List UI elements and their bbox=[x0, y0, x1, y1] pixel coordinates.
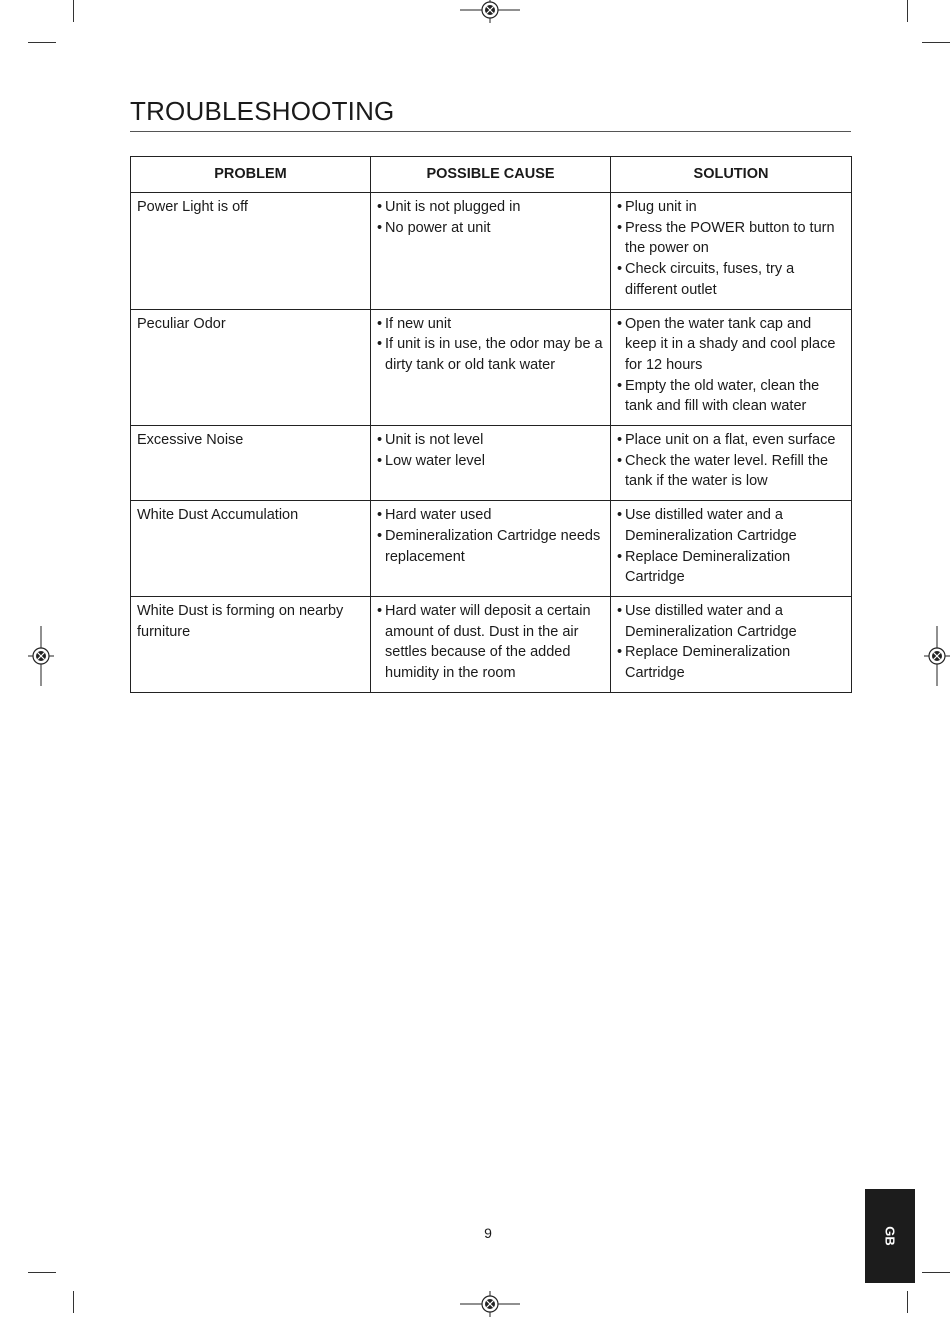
solution-item: • Replace Demineralization Cartridge bbox=[617, 642, 845, 683]
cause-item: • Unit is not level bbox=[377, 430, 604, 451]
cause-item: • Hard water will deposit a certain amount of dust. Dust in the air settles because of the added humidity in the room bbox=[377, 601, 604, 684]
solution-item: • Empty the old water, clean the tank and fill with clean water bbox=[617, 376, 845, 417]
cause-item: • Demineralization Cartridge needs replacement bbox=[377, 526, 604, 567]
problem-cell: White Dust is forming on nearby furniture bbox=[131, 596, 371, 692]
solution-item: • Use distilled water and a Demineralization Cartridge bbox=[617, 601, 845, 642]
cause-cell bbox=[371, 309, 611, 426]
language-tab bbox=[865, 1189, 915, 1283]
registration-mark-icon bbox=[924, 626, 950, 686]
solution-item: • Replace Demineralization Cartridge bbox=[617, 547, 845, 588]
table-row bbox=[131, 501, 852, 597]
table-row bbox=[131, 193, 852, 310]
crop-mark bbox=[907, 1291, 908, 1313]
solution-cell bbox=[611, 596, 852, 692]
crop-mark bbox=[28, 1272, 56, 1273]
registration-mark-icon bbox=[460, 1291, 520, 1317]
cause-item: • Unit is not plugged in bbox=[377, 197, 604, 218]
cause-item: • If unit is in use, the odor may be a dirty tank or old tank water bbox=[377, 334, 604, 375]
column-header-problem: PROBLEM bbox=[131, 157, 371, 193]
crop-mark bbox=[73, 0, 74, 22]
problem-cell: Peculiar Odor bbox=[131, 309, 371, 426]
language-tab-label: GB bbox=[882, 1226, 898, 1246]
crop-mark bbox=[28, 42, 56, 43]
solution-item: • Press the POWER button to turn the power on bbox=[617, 218, 845, 259]
crop-mark bbox=[922, 42, 950, 43]
column-header-possible-cause: POSSIBLE CAUSE bbox=[371, 157, 611, 193]
solution-cell bbox=[611, 309, 852, 426]
page-number: 9 bbox=[484, 1225, 492, 1241]
cause-cell bbox=[371, 426, 611, 501]
solution-item: • Check circuits, fuses, try a different outlet bbox=[617, 259, 845, 300]
solution-cell bbox=[611, 426, 852, 501]
table-row bbox=[131, 426, 852, 501]
solution-item: • Place unit on a flat, even surface bbox=[617, 430, 845, 451]
cause-cell bbox=[371, 501, 611, 597]
table-row bbox=[131, 596, 852, 692]
crop-mark bbox=[907, 0, 908, 22]
solution-cell bbox=[611, 501, 852, 597]
solution-item: • Open the water tank cap and keep it in a shady and cool place for 12 hours bbox=[617, 314, 845, 376]
cause-item: • Hard water used bbox=[377, 505, 604, 526]
crop-mark bbox=[922, 1272, 950, 1273]
solution-item: • Plug unit in bbox=[617, 197, 845, 218]
solution-cell bbox=[611, 193, 852, 310]
column-header-solution: SOLUTION bbox=[611, 157, 852, 193]
cause-cell bbox=[371, 596, 611, 692]
problem-cell: Excessive Noise bbox=[131, 426, 371, 501]
solution-item: • Check the water level. Refill the tank if the water is low bbox=[617, 451, 845, 492]
solution-item: • Use distilled water and a Demineralization Cartridge bbox=[617, 505, 845, 546]
cause-item: • No power at unit bbox=[377, 218, 604, 239]
crop-mark bbox=[73, 1291, 74, 1313]
table-row bbox=[131, 309, 852, 426]
problem-cell: Power Light is off bbox=[131, 193, 371, 310]
cause-item: • If new unit bbox=[377, 314, 604, 335]
page-title: TROUBLESHOOTING bbox=[130, 96, 395, 126]
registration-mark-icon bbox=[460, 0, 520, 23]
table-header-row bbox=[131, 157, 852, 193]
registration-mark-icon bbox=[28, 626, 54, 686]
title-divider bbox=[130, 131, 851, 132]
problem-cell: White Dust Accumulation bbox=[131, 501, 371, 597]
troubleshooting-table bbox=[130, 156, 852, 693]
cause-cell bbox=[371, 193, 611, 310]
cause-item: • Low water level bbox=[377, 451, 604, 472]
